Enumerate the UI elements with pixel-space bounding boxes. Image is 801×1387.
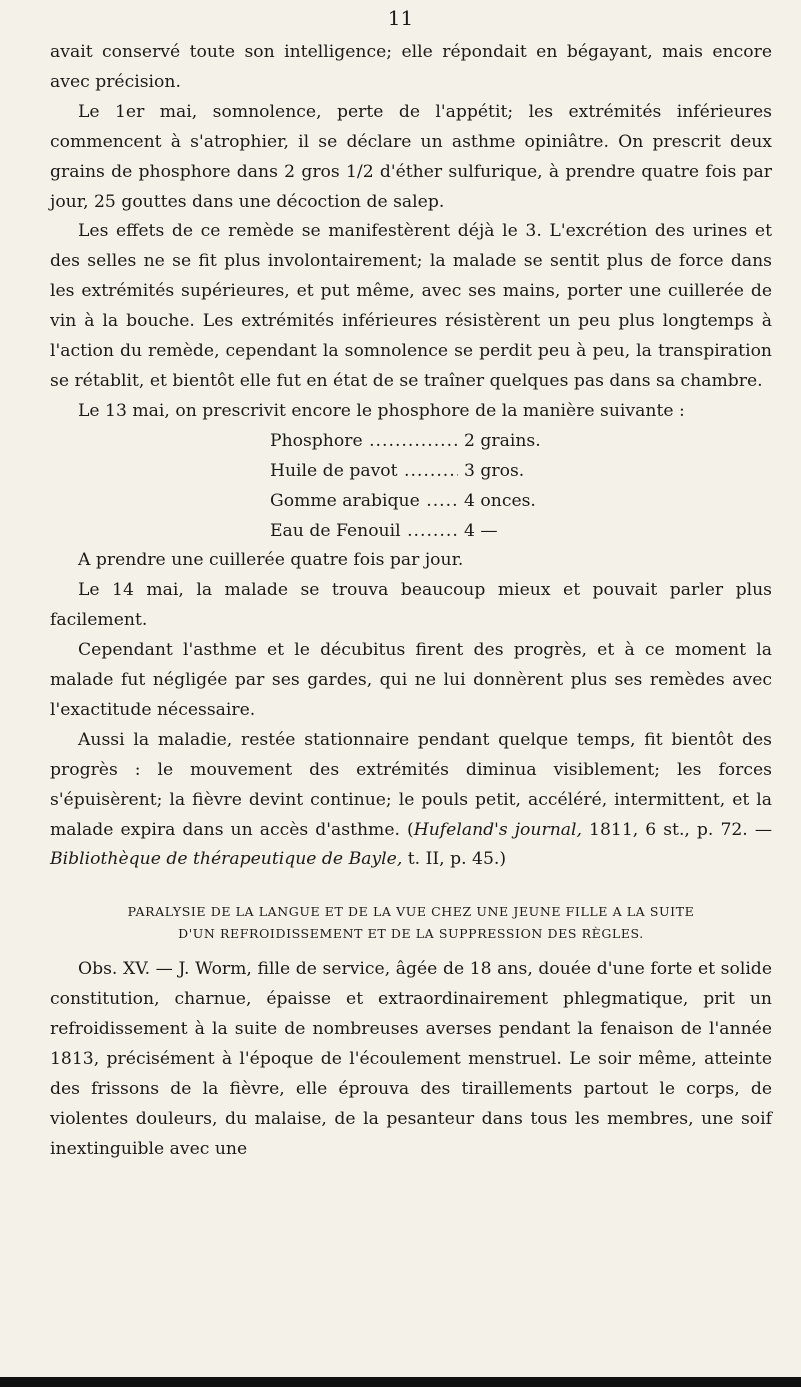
paragraph-may-1: Le 1er mai, somnolence, perte de l'appétit; les extrémités inférieures commencent à s'atrophier, il se déclare un asthme opiniâtre. On prescrit deux grains de phosphore dans 2 gros 1/2 d'éther sulfurique, à prendre quatre fois par jour, 25 gouttes dans une décoction de salep.: [50, 101, 772, 212]
observation-text: — J. Worm, fille de service, âgée de 18 ans, douée d'une forte et solide constitution, charnue, épaisse et extraordinairement phlegmatique, prit un refroidissement à la suite de nombreuses averses pendant la fenaison de l'année 1813, précisément à l'époque de l'écoulement menstruel. Le soir même, atteinte des frissons de la fièvre, elle éprouva des tiraillements partout le corps, de violentes douleurs, du malaise, de la pesanteur dans tous les membres, une soif inextinguible avec une: [50, 959, 772, 1159]
paragraph-dosage: A prendre une cuillerée quatre fois par jour.: [78, 550, 464, 571]
citation-end: t. II, p. 45.): [402, 849, 507, 870]
recipe-list: [270, 427, 541, 547]
recipe-item: [270, 517, 530, 547]
journal-citation: Hufeland's journal,: [413, 819, 582, 840]
recipe-ingredient: Gomme arabique .....: [270, 487, 458, 517]
observation-paragraph: [50, 955, 772, 1164]
recipe-quantity: 3 gros.: [464, 460, 525, 481]
recipe-item: [270, 457, 530, 487]
paragraph-asthma: Cependant l'asthme et le décubitus firent des progrès, et à ce moment la malade fut négligée par ses gardes, qui ne lui donnèrent plus ses remèdes avec l'exactitude nécessaire.: [50, 640, 772, 720]
recipe-item: [270, 427, 541, 457]
recipe-quantity: 2 grains.: [464, 430, 541, 451]
recipe-quantity: 4 —: [464, 520, 498, 541]
section-heading: [50, 901, 772, 945]
section-heading-line: D'UN REFROIDISSEMENT ET DE LA SUPPRESSION DES RÈGLES.: [178, 926, 644, 942]
paragraph-outcome: [50, 726, 772, 876]
citation-ref: 1811, 6 st., p. 72. —: [581, 819, 773, 840]
bibliotheque-citation: Bibliothèque de thérapeutique de Bayle,: [50, 849, 403, 870]
paragraph-continuation: avait conservé toute son intelligence; elle répondait en bégayant, mais encore avec précision.: [50, 42, 772, 92]
paragraph-may-13: Le 13 mai, on prescrivit encore le phosphore de la manière suivante :: [78, 400, 685, 421]
body-text: [50, 38, 772, 1165]
recipe-ingredient: Eau de Fenouil .....: [270, 517, 458, 547]
paragraph-may-14: Le 14 mai, la malade se trouva beaucoup mieux et pouvait parler plus facilement.: [50, 580, 772, 631]
page-edge-shadow: [0, 1377, 801, 1387]
recipe-ingredient: Phosphore .....: [270, 427, 458, 457]
paragraph-effects: Les effets de ce remède se manifestèrent déjà le 3. L'excrétion des urines et des selles ne se fit plus involontairement; la malade se sentit plus de force dans les extrémités supérieures, et put même, avec ses mains, porter une cuillerée de vin à la bouche. Les extrémités inférieures résistèrent un peu plus longtemps à l'action du remède, cependant la somnolence se perdit peu à peu, la transpiration se rétablit, et bientôt elle fut en état de se traîner quelques pas dans sa chambre.: [50, 221, 772, 391]
section-heading-line: PARALYSIE DE LA LANGUE ET DE LA VUE CHEZ UNE JEUNE FILLE A LA SUITE: [127, 904, 695, 920]
recipe-ingredient: Huile de pavot .....: [270, 457, 458, 487]
recipe-item: [270, 487, 536, 517]
page-number: 11: [387, 6, 414, 30]
observation-label: Obs. XV.: [78, 959, 151, 980]
outcome-text: Aussi la maladie, restée stationnaire pendant quelque temps, fit bientôt des progrès : le mouvement des extrémités diminua visiblement; les forces s'épuisèrent; la fièvre devint continue; le pouls petit, accéléré, intermittent, et la malade expira dans un accès d'asthme. (: [50, 729, 772, 840]
recipe-quantity: 4 onces.: [464, 490, 536, 511]
